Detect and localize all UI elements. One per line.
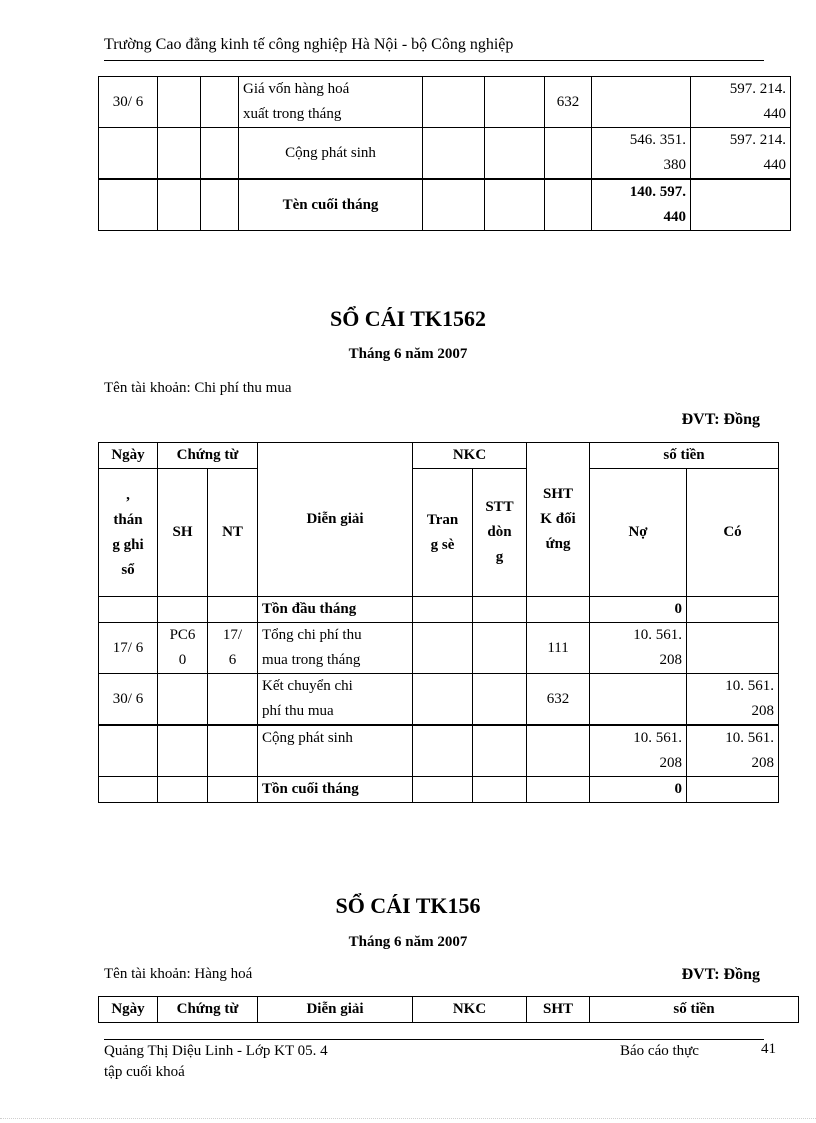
amount-header: số tiền bbox=[590, 997, 799, 1023]
table-row bbox=[99, 128, 791, 180]
description-cell: Tồn đầu tháng bbox=[258, 597, 413, 623]
nt-header: NT bbox=[208, 469, 258, 597]
ledger-title: SỔ CÁI TK1562 bbox=[329, 306, 487, 331]
footer-author: Quảng Thị Diệu Linh - Lớp KT 05. 4 bbox=[104, 1043, 328, 1059]
date-header: Ngày bbox=[99, 443, 158, 469]
description-header: Diễn giải bbox=[258, 997, 413, 1023]
credit-cell: 10. 561. 208 bbox=[687, 674, 779, 726]
footer-divider bbox=[104, 1039, 764, 1040]
sh-header: SH bbox=[158, 469, 208, 597]
date-cell: 30/ 6 bbox=[99, 77, 158, 128]
header-row bbox=[99, 997, 799, 1023]
description-cell: Tổng chi phí thu mua trong tháng bbox=[258, 623, 413, 674]
account-name: Tên tài khoản: Chi phí thu mua bbox=[104, 380, 292, 396]
description-cell: Tèn cuối tháng bbox=[239, 179, 423, 231]
date-header-cont: , thán g ghi sổ bbox=[99, 469, 158, 597]
table-row bbox=[99, 623, 779, 674]
account-header: SHT bbox=[527, 997, 590, 1023]
credit-cell: 10. 561. 208 bbox=[687, 725, 779, 777]
nt-cell: 17/ 6 bbox=[208, 623, 258, 674]
header-divider bbox=[104, 60, 764, 61]
description-header: Diễn giải bbox=[258, 443, 413, 597]
ledger-subtitle: Tháng 6 năm 2007 bbox=[348, 934, 468, 950]
ledger-table-1562 bbox=[98, 442, 779, 803]
debit-cell: 10. 561. 208 bbox=[590, 725, 687, 777]
unit-label: ĐVT: Đồng bbox=[681, 411, 760, 428]
debit-header: Nợ bbox=[590, 469, 687, 597]
description-cell: Cộng phát sinh bbox=[239, 128, 423, 180]
debit-cell: 546. 351. 380 bbox=[592, 128, 691, 180]
table-row bbox=[99, 597, 779, 623]
description-cell: Tồn cuối tháng bbox=[258, 777, 413, 803]
description-cell: Cộng phát sinh bbox=[258, 725, 413, 777]
footer-course: tập cuối khoá bbox=[104, 1064, 185, 1080]
account-header: SHT K đối ứng bbox=[527, 443, 590, 597]
debit-cell bbox=[592, 77, 691, 128]
table-row bbox=[99, 179, 791, 231]
account-name: Tên tài khoản: Hàng hoá bbox=[104, 966, 253, 982]
description-cell: Kết chuyển chi phí thu mua bbox=[258, 674, 413, 726]
page-header: Trường Cao đẳng kinh tế công nghiệp Hà Nội - bộ Công nghiệp bbox=[104, 36, 514, 53]
table-row bbox=[99, 725, 779, 777]
voucher-header: Chứng từ bbox=[158, 443, 258, 469]
debit-cell: 10. 561. 208 bbox=[590, 623, 687, 674]
debit-cell: 140. 597. 440 bbox=[592, 179, 691, 231]
sh-cell: PC6 0 bbox=[158, 623, 208, 674]
nkc-header: NKC bbox=[413, 997, 527, 1023]
header-row bbox=[99, 469, 779, 597]
credit-cell: 597. 214. 440 bbox=[691, 77, 791, 128]
table-row bbox=[99, 77, 791, 128]
date-header: Ngày bbox=[99, 997, 158, 1023]
account-cell: 632 bbox=[527, 674, 590, 726]
ledger-table-156 bbox=[98, 996, 799, 1023]
account-cell: 111 bbox=[527, 623, 590, 674]
account-cell: 632 bbox=[545, 77, 592, 128]
date-cell: 30/ 6 bbox=[99, 674, 158, 726]
credit-cell: 597. 214. 440 bbox=[691, 128, 791, 180]
footer-report: Báo cáo thực bbox=[620, 1043, 699, 1059]
nkc-header: NKC bbox=[413, 443, 527, 469]
page-number: 41 bbox=[761, 1041, 776, 1057]
ledger-title: SỔ CÁI TK156 bbox=[335, 893, 481, 918]
page-header-cell: Tran g sè bbox=[413, 469, 473, 597]
debit-cell: 0 bbox=[590, 597, 687, 623]
header-row bbox=[99, 443, 779, 469]
ledger-subtitle: Tháng 6 năm 2007 bbox=[348, 346, 468, 362]
debit-cell: 0 bbox=[590, 777, 687, 803]
continuation-table bbox=[98, 76, 791, 231]
page-edge bbox=[0, 1118, 816, 1119]
date-cell: 17/ 6 bbox=[99, 623, 158, 674]
unit-label: ĐVT: Đồng bbox=[681, 966, 760, 983]
line-header: STT dòn g bbox=[473, 469, 527, 597]
description-cell: Giá vốn hàng hoá xuất trong tháng bbox=[239, 77, 423, 128]
credit-header: Có bbox=[687, 469, 779, 597]
amount-header: số tiền bbox=[590, 443, 779, 469]
table-row bbox=[99, 777, 779, 803]
voucher-header: Chứng từ bbox=[158, 997, 258, 1023]
table-row bbox=[99, 674, 779, 726]
